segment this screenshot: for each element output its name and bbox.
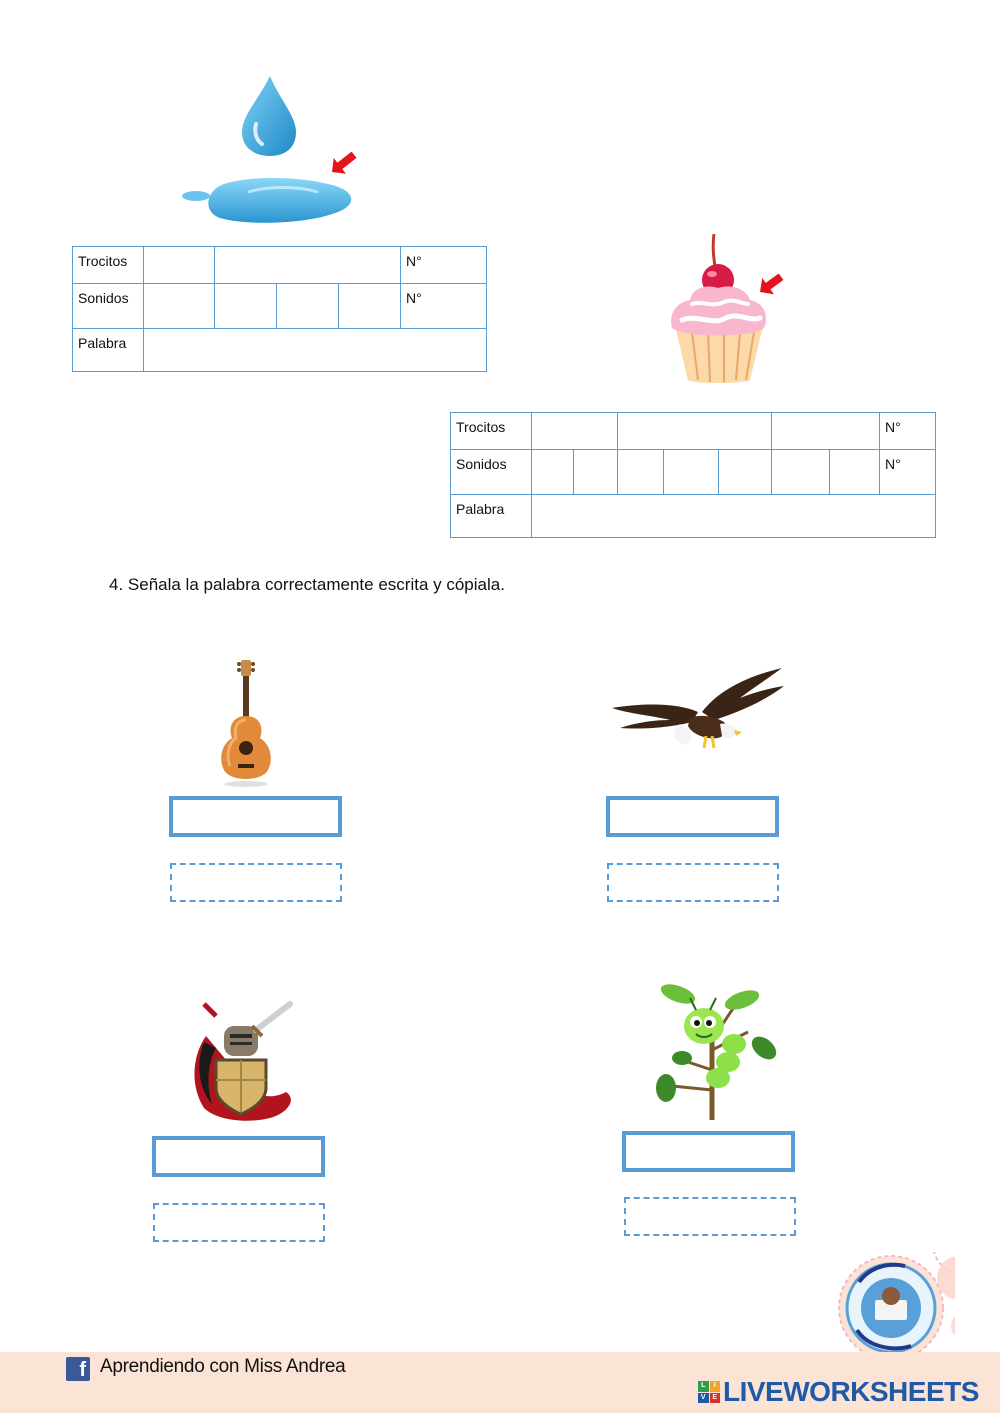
word-cell[interactable] — [144, 329, 487, 372]
row-label-sonidos: Sonidos — [73, 284, 144, 329]
caterpillar-icon — [652, 980, 784, 1122]
count-label[interactable]: N° — [880, 450, 936, 495]
sound-cell[interactable] — [215, 284, 277, 329]
copy-box-eagle[interactable] — [607, 863, 779, 902]
syllable-cell[interactable] — [144, 247, 215, 284]
sound-cell[interactable] — [277, 284, 339, 329]
water-syllable-table — [72, 246, 487, 372]
copy-box-caterpillar[interactable] — [624, 1197, 796, 1236]
knight-icon — [186, 996, 298, 1126]
syllable-cell[interactable] — [215, 247, 401, 284]
cupcake-image — [662, 228, 790, 388]
sound-cell[interactable] — [532, 450, 574, 495]
syllable-cell[interactable] — [532, 413, 618, 450]
liveworksheets-brand: LIVEWORKSHEETS — [723, 1376, 979, 1407]
answer-box-caterpillar[interactable] — [622, 1131, 795, 1172]
syllable-cell[interactable] — [618, 413, 772, 450]
facebook-icon[interactable]: f — [66, 1357, 90, 1381]
sound-cell[interactable] — [618, 450, 664, 495]
copy-box-knight[interactable] — [153, 1203, 325, 1242]
syllable-cell[interactable] — [772, 413, 880, 450]
liveworksheets-logo[interactable] — [698, 1376, 979, 1408]
sound-cell[interactable] — [772, 450, 830, 495]
row-label-palabra: Palabra — [73, 329, 144, 372]
miss-andrea-badge-logo — [835, 1252, 955, 1364]
answer-box-knight[interactable] — [152, 1136, 325, 1177]
copy-box-guitar[interactable] — [170, 863, 342, 902]
exercise-4-instruction: 4. Señala la palabra correctamente escrita y cópiala. — [109, 575, 505, 594]
answer-box-guitar[interactable] — [169, 796, 342, 837]
row-label-palabra: Palabra — [451, 495, 532, 538]
eagle-icon — [610, 664, 786, 758]
footer-page-name[interactable]: Aprendiendo con Miss Andrea — [100, 1356, 346, 1377]
sound-cell[interactable] — [339, 284, 401, 329]
sound-cell[interactable] — [574, 450, 618, 495]
cupcake-syllable-table — [450, 412, 936, 538]
row-label-sonidos: Sonidos — [451, 450, 532, 495]
count-label[interactable]: N° — [401, 247, 487, 284]
row-label-trocitos: Trocitos — [451, 413, 532, 450]
row-label-trocitos: Trocitos — [73, 247, 144, 284]
count-label[interactable]: N° — [401, 284, 487, 329]
sound-cell[interactable] — [719, 450, 772, 495]
water-drop-image — [178, 72, 362, 232]
count-label[interactable]: N° — [880, 413, 936, 450]
liveworksheets-cube-icon: L I V E — [698, 1381, 720, 1403]
answer-box-eagle[interactable] — [606, 796, 779, 837]
word-cell[interactable] — [532, 495, 936, 538]
sound-cell[interactable] — [664, 450, 719, 495]
guitar-icon — [210, 658, 282, 790]
sound-cell[interactable] — [830, 450, 880, 495]
sound-cell[interactable] — [144, 284, 215, 329]
